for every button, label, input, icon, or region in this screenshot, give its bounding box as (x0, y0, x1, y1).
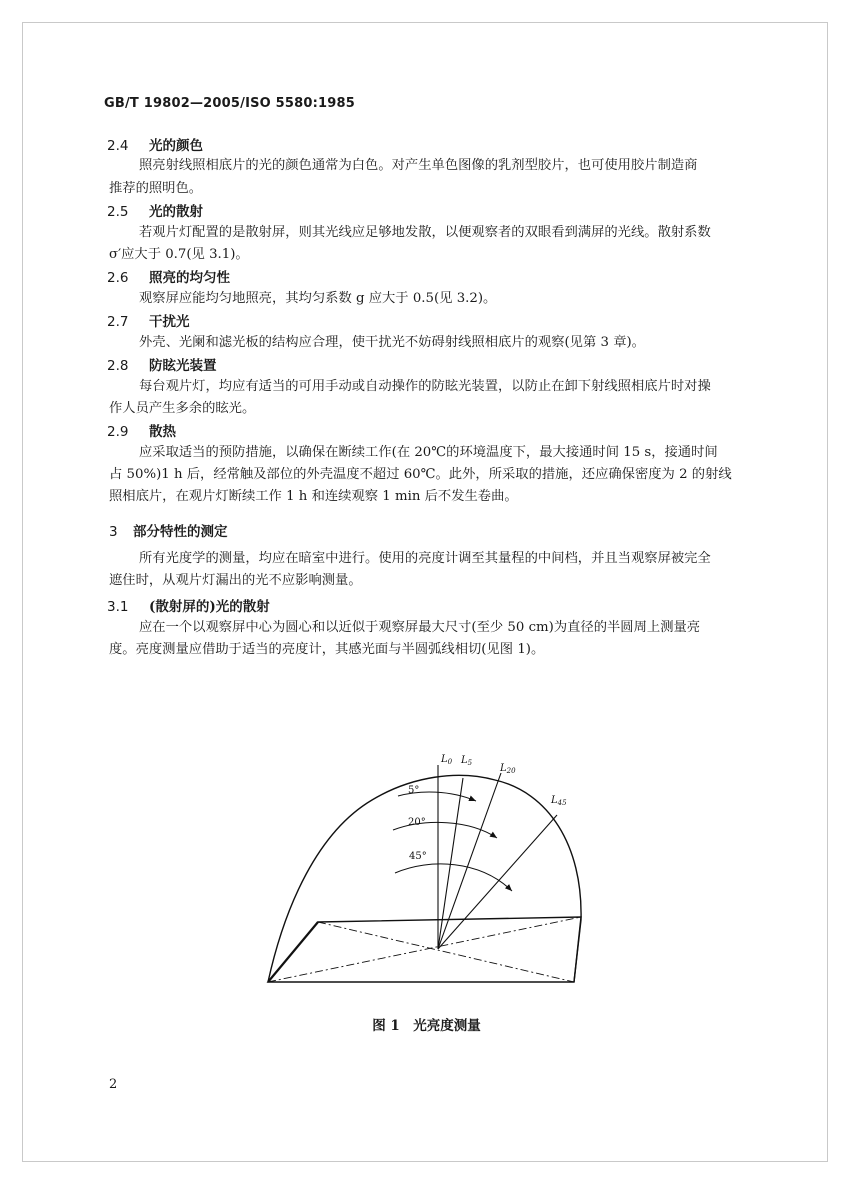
chapter-number: 3 (109, 524, 118, 540)
section-number: 2.4 (107, 138, 129, 154)
paragraph-line: 推荐的照明色。 (109, 181, 203, 196)
section-title: 光的散射 (149, 204, 203, 220)
arc-45deg (395, 864, 512, 891)
section-number: 2.7 (107, 314, 129, 330)
angle-arcs (393, 792, 512, 891)
section-title: 防眩光装置 (149, 358, 217, 374)
paragraph-line: σ′应大于 0.7(见 3.1)。 (109, 247, 249, 262)
angle-label-20: 20° (408, 817, 426, 828)
angle-label-45: 45° (409, 851, 427, 862)
paragraph-line: 作人员产生多余的眩光。 (109, 401, 256, 416)
section-number: 2.5 (107, 204, 129, 220)
paragraph-line: 每台观片灯，均应有适当的可用手动或自动操作的防眩光装置，以防止在卸下射线照相底片时对操 (139, 379, 711, 394)
section-number: 2.9 (107, 424, 129, 440)
paragraph-line: 照亮射线照相底片的光的颜色通常为白色。对产生单色图像的乳剂型胶片，也可使用胶片制造商 (139, 158, 698, 173)
standard-header: GB/T 19802—2005/ISO 5580:1985 (104, 96, 356, 111)
paragraph-line: 应在一个以观察屏中心为圆心和以近似于观察屏最大尺寸(至少 50 cm)为直径的半圆周上测量亮 (139, 620, 701, 635)
section-title: 照亮的均匀性 (149, 270, 230, 286)
angle-label-5: 5° (408, 785, 420, 796)
paragraph-line: 应采取适当的预防措施，以确保在断续工作(在 20℃的环境温度下，最大接通时间 15 s，接通时间 (139, 445, 718, 460)
paragraph-line: 若观片灯配置的是散射屏，则其光线应足够地发散，以便观察者的双眼看到满屏的光线。散射系数 (139, 225, 711, 240)
label-L5: $L_5$ (461, 755, 473, 767)
semicircle-arc (268, 775, 581, 982)
section-title: (散射屏的)光的散射 (149, 599, 270, 615)
paragraph-line: 占 50%)1 h 后，经常触及部位的外壳温度不超过 60℃。此外，所采取的措施，还应确保密度为 2 的射线 (109, 467, 732, 482)
section-title: 光的颜色 (149, 138, 203, 154)
label-L0: $L_0$ (441, 754, 453, 766)
measurement-rays (438, 765, 557, 949)
section-number: 3.1 (107, 599, 129, 615)
section-number: 2.6 (107, 270, 129, 286)
label-L20: $L_{20}$ (500, 763, 516, 775)
section-title: 散热 (149, 424, 176, 440)
page-number: 2 (109, 1077, 118, 1092)
label-L45: $L_{45}$ (551, 795, 567, 807)
paragraph-line: 度。亮度测量应借助于适当的亮度计，其感光面与半圆弧线相切(见图 1)。 (109, 642, 545, 657)
section-title: 干扰光 (149, 314, 190, 330)
paragraph-line: 遮住时，从观片灯漏出的光不应影响测量。 (109, 573, 362, 588)
paragraph-line: 所有光度学的测量，均应在暗室中进行。使用的亮度计调至其量程的中间档，并且当观察屏被完全 (139, 551, 711, 566)
chapter-title: 部分特性的测定 (133, 524, 228, 540)
paragraph-line: 观察屏应能均匀地照亮，其均匀系数 g 应大于 0.5(见 3.2)。 (139, 291, 497, 306)
paragraph-line: 外壳、光阑和滤光板的结构应合理，使干扰光不妨碍射线照相底片的观察(见第 3 章)。 (139, 335, 645, 350)
ray-L20 (438, 773, 501, 949)
figure-caption: 图 1 光亮度测量 (372, 1018, 481, 1034)
section-number: 2.8 (107, 358, 129, 374)
ray-L45 (438, 815, 557, 949)
paragraph-line: 照相底片，在观片灯断续工作 1 h 和连续观察 1 min 后不发生卷曲。 (109, 489, 518, 504)
